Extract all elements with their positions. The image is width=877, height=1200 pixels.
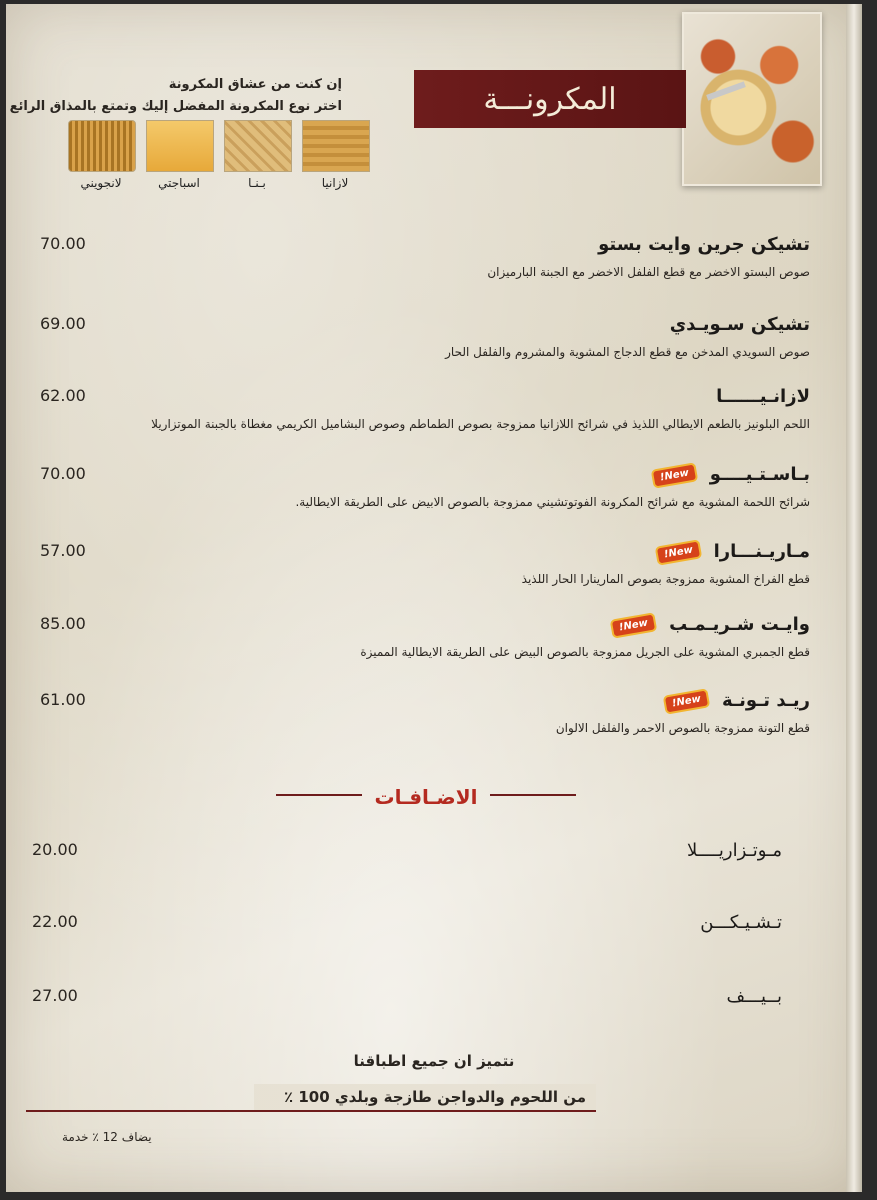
item-description: قطع الجمبري المشوية على الجريل ممزوجة بالصوص البيض على الطريقة الايطالية المميزة xyxy=(360,645,810,659)
pasta-type-penne xyxy=(224,120,290,190)
new-badge: New! xyxy=(612,615,655,637)
item-description: شرائح اللحمة المشوية مع شرائح المكرونة الفوتوتشيني ممزوجة بالصوص الابيض على الطريقة الايطالية. xyxy=(295,495,810,509)
footer-band xyxy=(26,1084,596,1112)
item-price: 69.00 xyxy=(40,314,86,333)
menu-item xyxy=(40,614,810,659)
promo-text xyxy=(10,74,342,118)
pasta-type-lasagna xyxy=(302,120,368,190)
item-description: صوص البستو الاخضر مع قطع الفلفل الاخضر مع الجبنة البارميزان xyxy=(487,265,810,279)
menu-item xyxy=(40,314,810,359)
pasta-photo xyxy=(682,12,822,186)
item-description: صوص السويدي المدخن مع قطع الدجاج المشوية والمشروم والفلفل الحار xyxy=(445,345,810,359)
addon-item xyxy=(32,840,782,861)
addons-title: الاضـافـات xyxy=(374,785,478,809)
footer-line-1: نتميز ان جميع اطباقنا xyxy=(353,1052,515,1070)
item-name: تشيكن جرين وايت بستو xyxy=(598,234,810,255)
item-price: 61.00 xyxy=(40,690,86,709)
menu-item xyxy=(40,541,810,586)
menu-item xyxy=(40,464,810,509)
menu-item xyxy=(40,234,810,279)
linguine-image xyxy=(68,120,136,172)
promo-line-1: إن كنت من عشاق المكرونة xyxy=(168,77,342,92)
addon-name: تـشـيـكـــن xyxy=(700,912,782,933)
pasta-type-label: بـنـا xyxy=(248,176,266,190)
new-badge: New! xyxy=(657,542,700,564)
item-name: مـاريـنـــارا xyxy=(713,541,810,562)
addon-name: بــيـــف xyxy=(726,986,782,1007)
pasta-type-label: لازانيا xyxy=(321,176,349,190)
addon-price: 22.00 xyxy=(32,912,78,931)
pasta-type-label: اسباجتي xyxy=(158,176,200,190)
item-name: ريـد تـونـة xyxy=(722,690,810,711)
section-title-band xyxy=(414,70,686,128)
pasta-type-linguine xyxy=(68,120,134,190)
item-name: وايـت شـريـمـب xyxy=(669,614,810,635)
pasta-types xyxy=(68,120,368,190)
menu-item xyxy=(40,386,810,431)
item-description: قطع التونة ممزوجة بالصوص الاحمر والفلفل الالوان xyxy=(555,721,810,735)
service-charge-note: يضاف 12 ٪ خدمة xyxy=(62,1130,152,1144)
ornament-left xyxy=(276,794,362,796)
section-title: المكرونـــة xyxy=(483,81,617,117)
binding-spine xyxy=(846,4,862,1192)
item-description: قطع الفراخ المشوية ممزوجة بصوص المارينارا الحار اللذيذ xyxy=(521,572,810,586)
menu-item xyxy=(40,690,810,735)
spaghetti-image xyxy=(146,120,214,172)
pasta-type-spaghetti xyxy=(146,120,212,190)
item-name: تشيكن سـويـدي xyxy=(669,314,810,335)
addon-price: 20.00 xyxy=(32,840,78,859)
item-description: اللحم البلونيز بالطعم الايطالي اللذيذ في شرائح اللازانيا ممزوجة بصوص الطماطم وصوص البشاميل الكريمي مغطاة بالجبنة الموتزاريلا xyxy=(151,417,810,431)
item-price: 70.00 xyxy=(40,234,86,253)
addon-name: مـوتـزاريــــلا xyxy=(687,840,782,861)
footer-line-2: من اللحوم والدواجن طازجة وبلدي 100 ٪ xyxy=(283,1088,586,1106)
pasta-type-label: لانجويني xyxy=(80,176,122,190)
addon-item xyxy=(32,912,782,933)
item-name: بـاسـتـيــــو xyxy=(709,464,810,485)
item-price: 57.00 xyxy=(40,541,86,560)
menu-page xyxy=(6,4,862,1192)
item-price: 62.00 xyxy=(40,386,86,405)
addon-price: 27.00 xyxy=(32,986,78,1005)
penne-image xyxy=(224,120,292,172)
ornament-right xyxy=(490,794,576,796)
item-name: لازانـيــــــا xyxy=(716,386,810,407)
item-price: 70.00 xyxy=(40,464,86,483)
new-badge: New! xyxy=(665,691,708,713)
addons-header xyxy=(276,782,576,812)
promo-line-2: اختر نوع المكرونة المفضل إليك وتمتع بالمذاق الرائع xyxy=(9,99,342,114)
lasagna-image xyxy=(302,120,370,172)
item-price: 85.00 xyxy=(40,614,86,633)
addon-item xyxy=(32,986,782,1007)
new-badge: New! xyxy=(653,465,696,487)
